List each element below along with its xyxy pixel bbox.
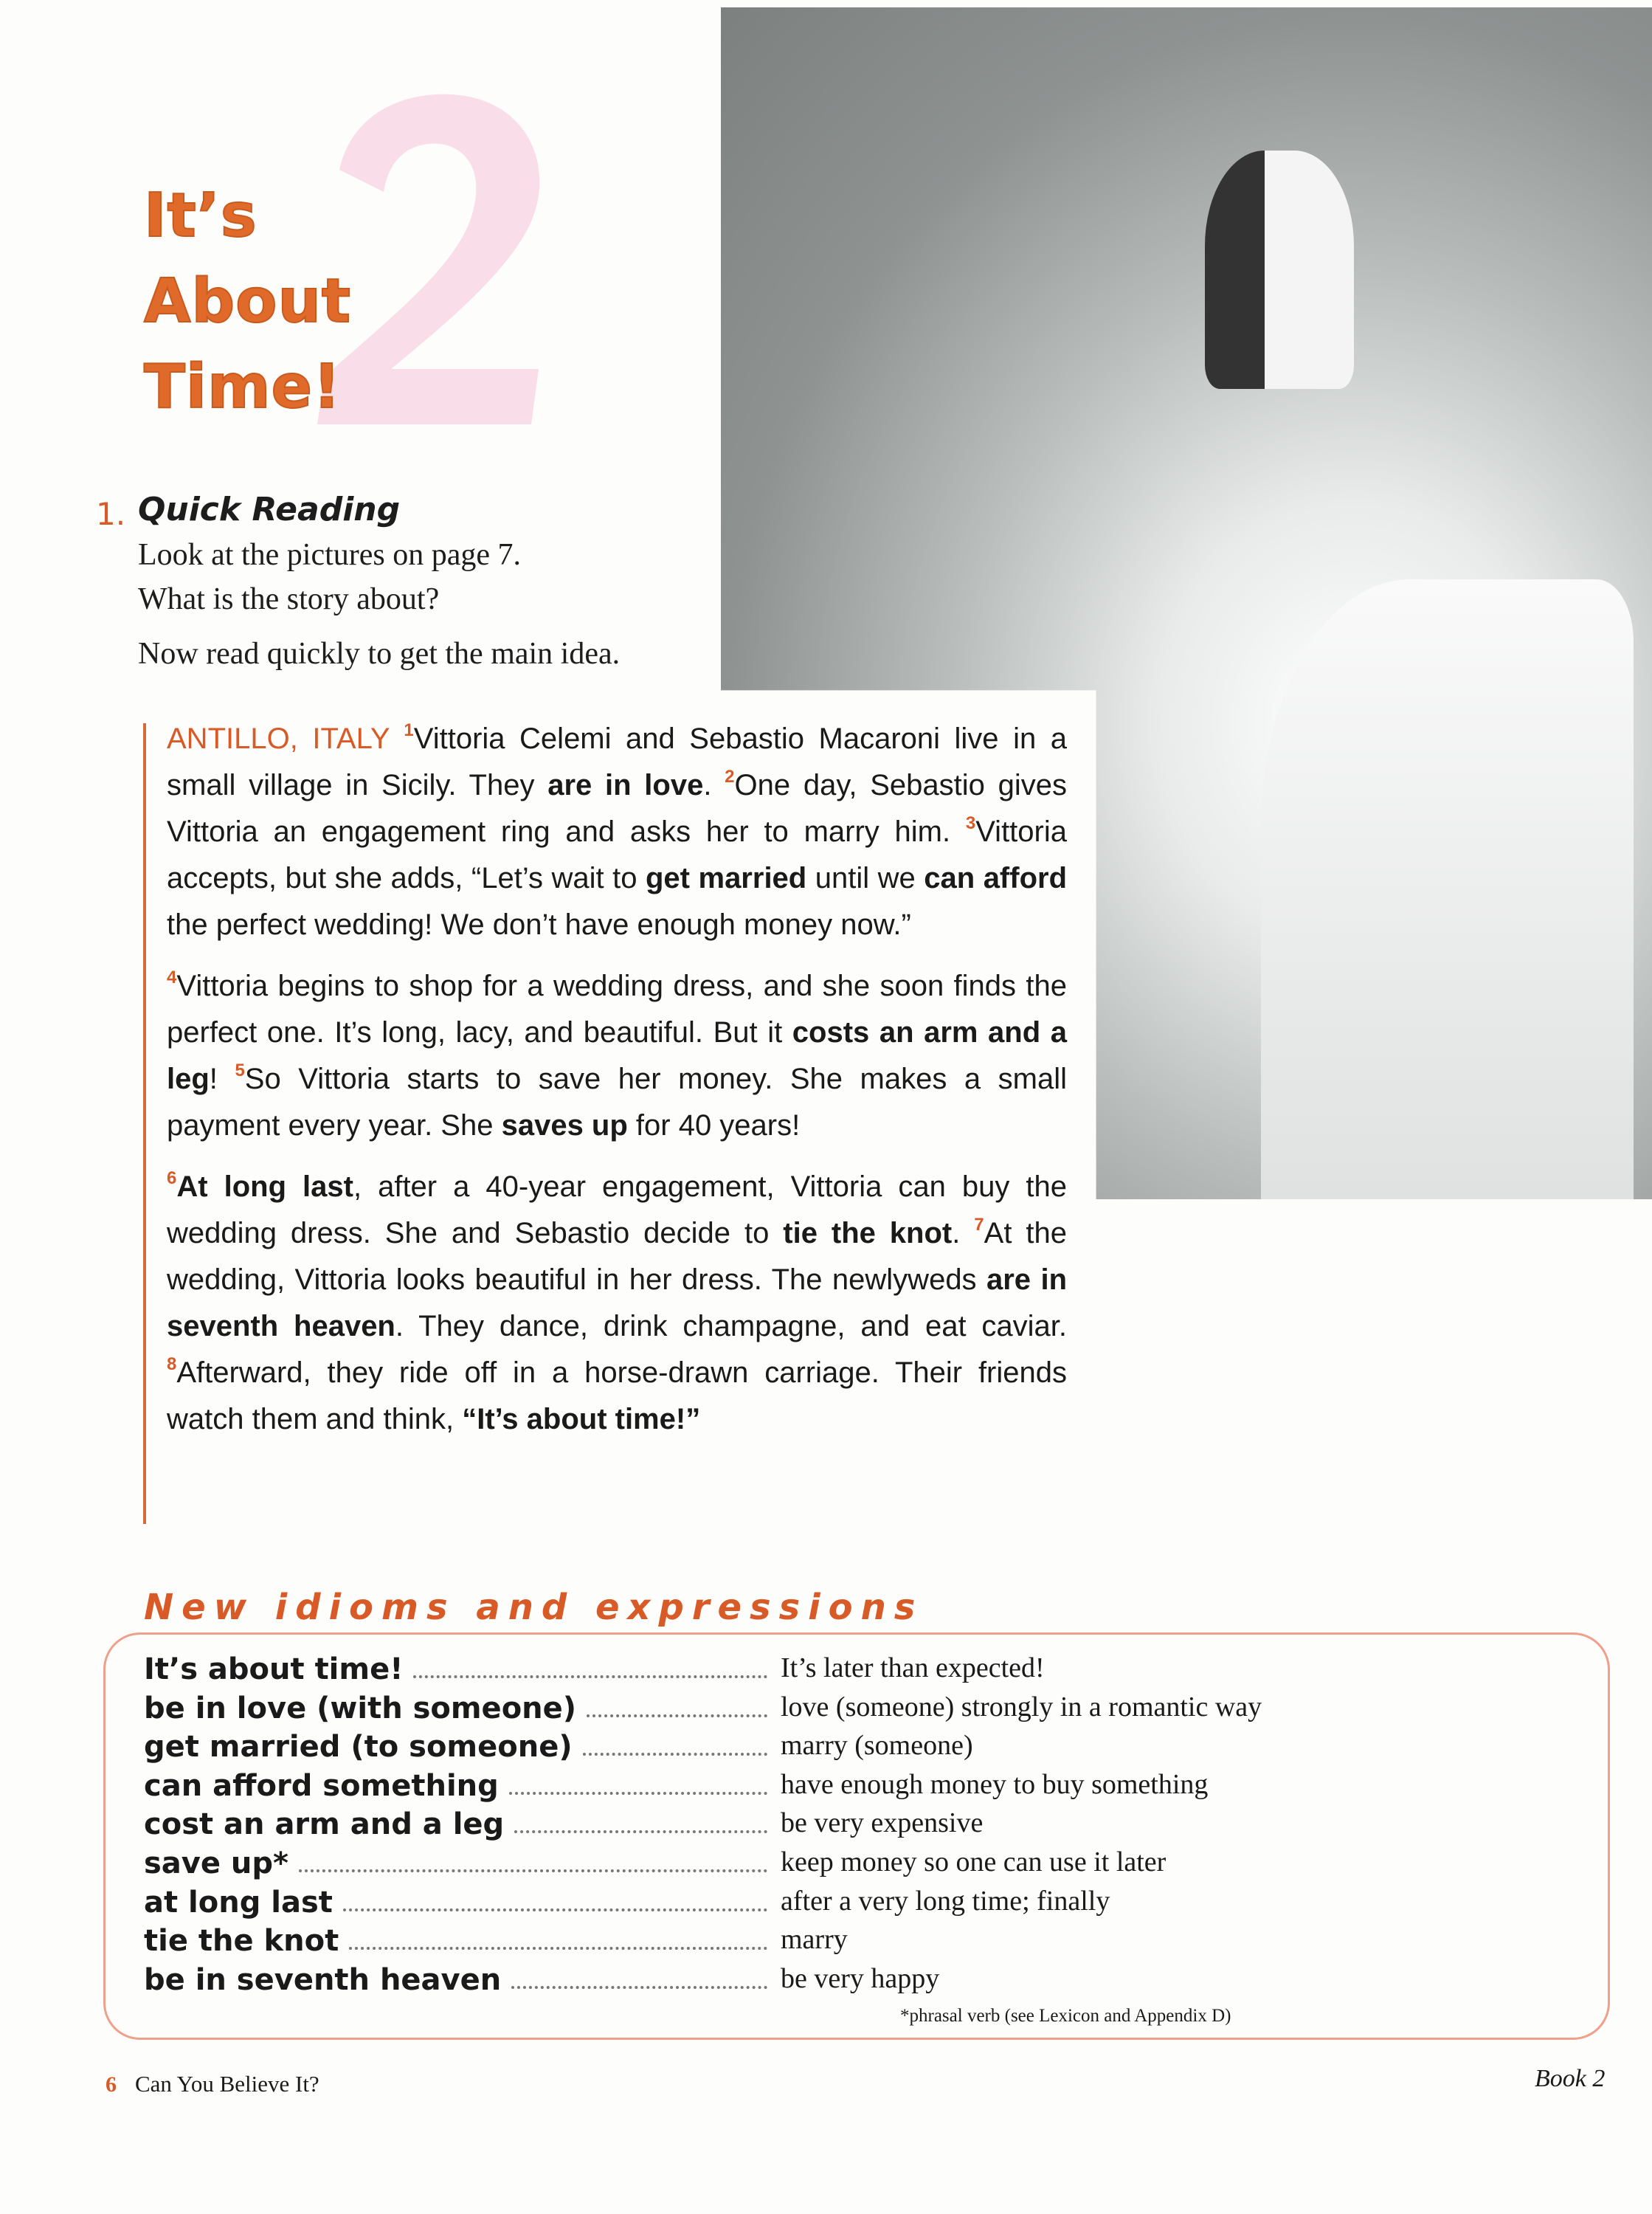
idiom-definition: be very happy [781, 1962, 940, 1994]
idiom-term: can afford something [144, 1768, 499, 1803]
story-segment: until we [806, 862, 925, 894]
title-line: About [144, 266, 352, 337]
idiom-highlight: costs an arm and a leg [167, 1016, 1067, 1095]
idiom-highlight: are in love [547, 769, 704, 801]
story-paragraph [167, 963, 1067, 1149]
story-segment: for 40 years! [627, 1109, 801, 1142]
story-segment: Vittoria begins to shop for a wedding dress, and she soon finds the perfect one. It’s long, lacy, and beautiful. But it [167, 970, 1067, 1049]
book-label: Book 2 [1535, 2065, 1606, 2092]
idiom-term-cell [144, 1767, 767, 1805]
idiom-term: tie the knot [144, 1924, 339, 1959]
story-text [167, 716, 1067, 1458]
idiom-row [144, 1922, 1546, 1960]
leader-dots [509, 1792, 767, 1795]
leader-dots [299, 1869, 767, 1872]
idiom-row [144, 1844, 1546, 1883]
exercise-heading: Quick Reading [138, 491, 401, 528]
page-number: 6 [106, 2072, 117, 2097]
idiom-term-cell [144, 1961, 767, 1999]
sentence-number: 6 [167, 1168, 177, 1188]
story-segment: . [952, 1217, 975, 1249]
bride-groom-figurine [1205, 151, 1354, 389]
instruction-line: Now read quickly to get the main idea. [138, 637, 621, 671]
book-title: Can You Believe It? [135, 2071, 319, 2097]
story-segment: . [703, 769, 725, 801]
idiom-term: cost an arm and a leg [144, 1807, 505, 1842]
idiom-definition: love (someone) strongly in a romantic way [781, 1691, 1262, 1722]
story-margin-bar [143, 723, 146, 1524]
instruction-line: Look at the pictures on page 7. [138, 538, 522, 572]
leader-dots [413, 1675, 767, 1678]
sentence-number: 4 [167, 968, 177, 987]
idiom-highlight: can afford [924, 862, 1068, 894]
sentence-number: 2 [725, 767, 735, 787]
idiom-row [144, 1728, 1546, 1766]
idiom-term-cell [144, 1922, 767, 1960]
idiom-row [144, 1650, 1546, 1689]
idioms-heading: New idioms and expressions [144, 1587, 924, 1628]
idiom-definition: marry [781, 1924, 848, 1956]
idiom-definition: after a very long time; finally [781, 1885, 1110, 1917]
leader-dots [343, 1908, 767, 1911]
idiom-term: save up* [144, 1846, 288, 1880]
story-segment: ! [209, 1063, 235, 1095]
idiom-highlight: are in seventh heaven [167, 1263, 1068, 1342]
idiom-highlight: At long last [176, 1170, 353, 1203]
sentence-number: 8 [167, 1354, 177, 1374]
idiom-row [144, 1883, 1546, 1922]
title-line: It’s [144, 181, 258, 251]
idiom-row [144, 1767, 1546, 1805]
idiom-row [144, 1961, 1546, 1999]
idiom-row [144, 1689, 1546, 1728]
story-segment: the perfect wedding! We don’t have enough money now.” [167, 908, 911, 941]
title-line: Time! [144, 352, 342, 422]
idiom-term-cell [144, 1883, 767, 1922]
idiom-term: at long last [144, 1885, 333, 1920]
sentence-number: 7 [974, 1215, 984, 1235]
story-segment: At the wedding, Vittoria looks beautiful in her dress. The newlyweds [167, 1217, 1067, 1296]
idiom-term-cell [144, 1689, 767, 1728]
story-segment: One day, Sebastio gives Vittoria an engagement ring and asks her to marry him. [167, 769, 1068, 848]
leader-dots [349, 1947, 767, 1950]
idiom-highlight: “It’s about time!” [462, 1403, 701, 1435]
idiom-term-cell [144, 1805, 767, 1844]
idiom-highlight: saves up [501, 1109, 628, 1142]
chapter-number-graphic [310, 89, 553, 428]
exercise-number: 1. [96, 496, 126, 532]
footnote: *phrasal verb (see Lexicon and Appendix D) [900, 2006, 1231, 2026]
dateline: ANTILLO, ITALY [167, 723, 404, 755]
story-segment: , after a 40-year engagement, Vittoria can buy the wedding dress. She and Sebastio decide to [167, 1170, 1067, 1249]
idiom-term: It’s about time! [144, 1652, 404, 1686]
idiom-term-cell [144, 1844, 767, 1883]
idiom-term-cell [144, 1728, 767, 1766]
idiom-row [144, 1805, 1546, 1844]
story-segment: So Vittoria starts to save her money. She makes a small payment every year. She [167, 1063, 1067, 1142]
story-segment: . They dance, drink champagne, and eat caviar. [395, 1310, 1067, 1342]
leader-dots [583, 1753, 767, 1756]
idiom-term: get married (to someone) [144, 1730, 573, 1765]
idiom-term: be in love (with someone) [144, 1691, 577, 1725]
idiom-term-cell [144, 1650, 767, 1689]
idiom-highlight: tie the knot [783, 1217, 953, 1249]
idiom-definition: marry (someone) [781, 1730, 973, 1762]
sentence-number: 1 [404, 720, 414, 740]
story-segment: Vittoria Celemi and Sebastio Macaroni live in a small village in Sicily. They [167, 723, 1067, 801]
idiom-highlight: get married [646, 862, 807, 894]
idiom-definition: keep money so one can use it later [781, 1846, 1167, 1877]
idiom-term: be in seventh heaven [144, 1962, 502, 1997]
leader-dots [511, 1986, 767, 1989]
cake-tiers [1261, 579, 1634, 1199]
leader-dots [587, 1714, 767, 1717]
leader-dots [514, 1830, 767, 1833]
sentence-number: 5 [235, 1061, 245, 1080]
idiom-definition: have enough money to buy something [781, 1768, 1209, 1800]
idiom-definition: It’s later than expected! [781, 1652, 1045, 1683]
idiom-definition: be very expensive [781, 1807, 984, 1839]
story-paragraph [167, 716, 1067, 948]
story-paragraph [167, 1164, 1067, 1443]
story-segment: Vittoria accepts, but she adds, “Let’s wait to [167, 815, 1067, 894]
sentence-number: 3 [965, 813, 976, 833]
instruction-line: What is the story about? [138, 582, 440, 616]
story-segment: Afterward, they ride off in a horse-drawn carriage. Their friends watch them and think, [167, 1356, 1067, 1435]
